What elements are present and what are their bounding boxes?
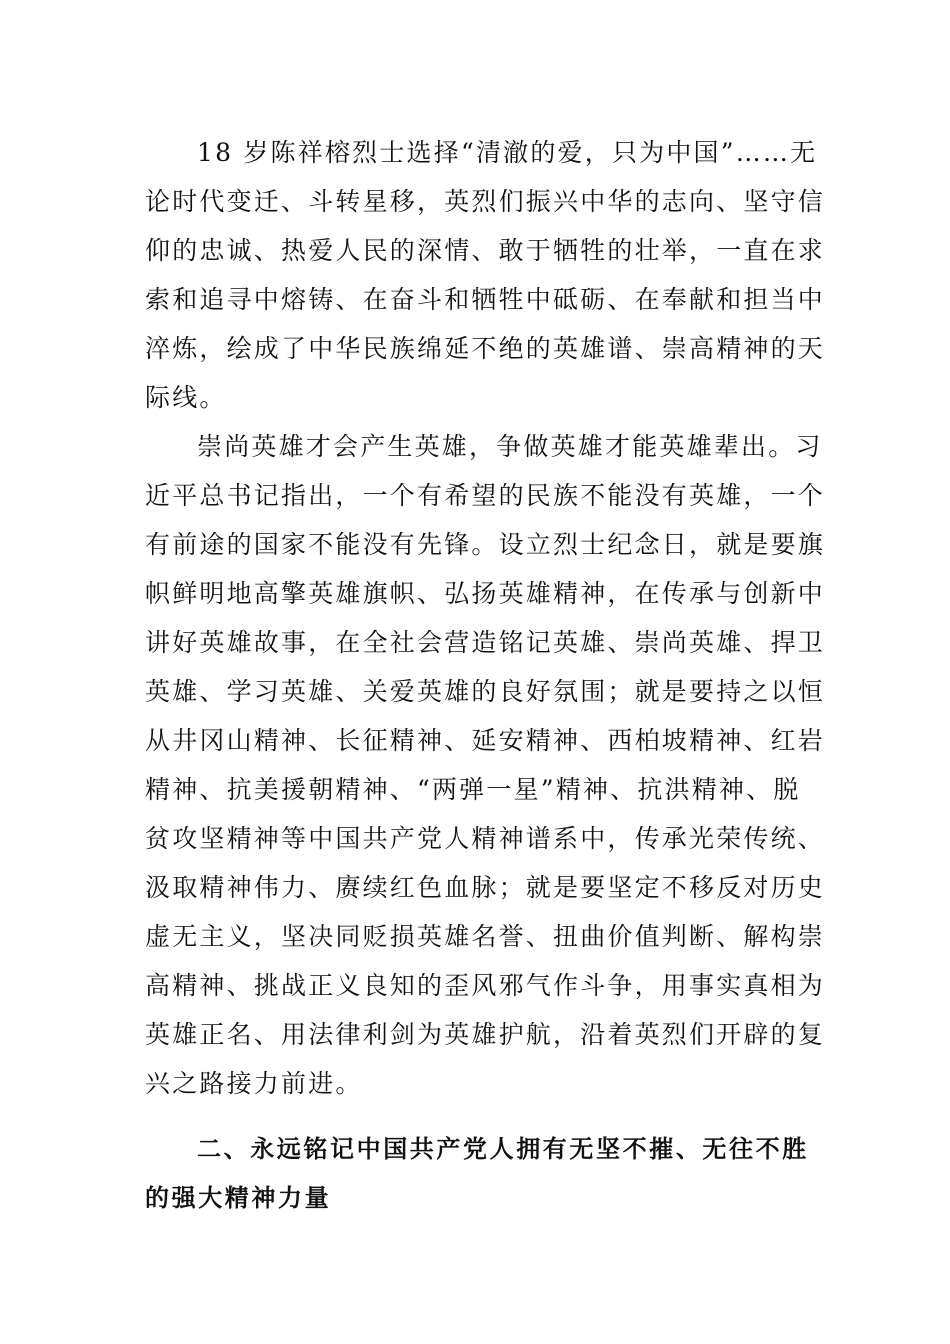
paragraph-line: 有前途的国家不能没有先锋。设立烈士纪念日，就是要旗 <box>145 530 826 559</box>
paragraph-line: 淬炼，绘成了中华民族绵延不绝的英雄谱、崇高精神的天 <box>145 334 826 363</box>
paragraph-line: 际线。 <box>145 383 227 412</box>
paragraph-line: 兴之路接力前进。 <box>145 1069 363 1098</box>
paragraph-line: 讲好英雄故事，在全社会营造铭记英雄、崇尚英雄、捍卫 <box>145 628 826 657</box>
paragraph-line: 汲取精神伟力、赓续红色血脉；就是要坚定不移反对历史 <box>145 873 826 902</box>
section-heading-two <box>145 1125 810 1223</box>
paragraph-line: 精神、抗美援朝精神、“两弹一星”精神、抗洪精神、脱 <box>145 775 801 804</box>
paragraph-revere-heroes <box>145 422 826 1108</box>
paragraph-line: 英雄、学习英雄、关爱英雄的良好氛围；就是要持之以恒 <box>145 677 826 706</box>
paragraph-line: 论时代变迁、斗转星移，英烈们振兴中华的志向、坚守信 <box>145 187 826 216</box>
heading-line: 二、永远铭记中国共产党人拥有无坚不摧、无往不胜 <box>197 1135 809 1163</box>
paragraph-line: 从井冈山精神、长征精神、延安精神、西柏坡精神、红岩 <box>145 726 826 755</box>
paragraph-line: 高精神、挑战正义良知的歪风邪气作斗争，用事实真相为 <box>145 971 826 1000</box>
paragraph-line: 近平总书记指出，一个有希望的民族不能没有英雄，一个 <box>145 481 826 510</box>
paragraph-line: 仰的忠诚、热爱人民的深情、敢于牺牲的壮举，一直在求 <box>145 236 826 265</box>
paragraph-line: 英雄正名、用法律利剑为英雄护航，沿着英烈们开辟的复 <box>145 1020 826 1049</box>
paragraph-line: 崇尚英雄才会产生英雄，争做英雄才能英雄辈出。习 <box>197 432 823 461</box>
paragraph-line: 索和追寻中熔铸、在奋斗和牺牲中砥砺、在奉献和担当中 <box>145 285 826 314</box>
paragraph-line: 帜鲜明地高擎英雄旗帜、弘扬英雄精神，在传承与创新中 <box>145 579 826 608</box>
paragraph-line: 18 岁陈祥榕烈士选择“清澈的爱，只为中国”……无 <box>197 138 818 167</box>
paragraph-line: 贫攻坚精神等中国共产党人精神谱系中，传承光荣传统、 <box>145 824 826 853</box>
heading-line: 的强大精神力量 <box>145 1184 332 1212</box>
paragraph-chen-xiangrong <box>145 128 826 422</box>
paragraph-line: 虚无主义，坚决同贬损英雄名誉、扭曲价值判断、解构崇 <box>145 922 826 951</box>
